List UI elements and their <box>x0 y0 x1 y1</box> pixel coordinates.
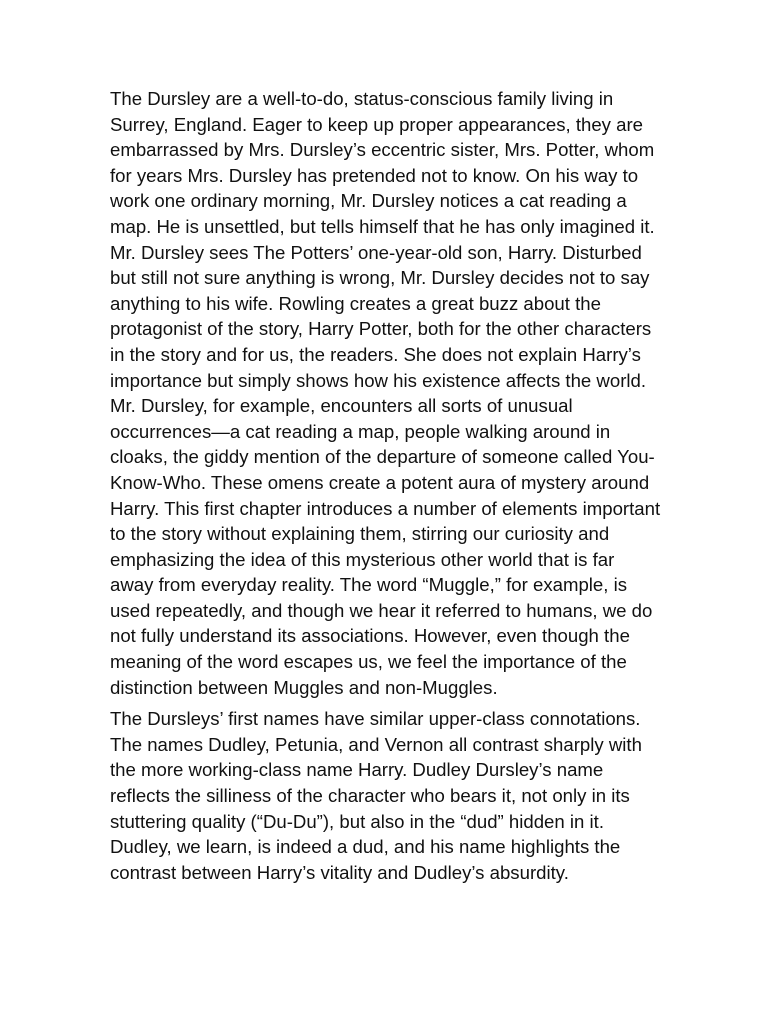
paragraph-2: The Dursleys’ first names have similar upper-class connotations. The names Dudley, Petunia, and Vernon all contrast sharply with the more working-class name Harry. Dudley Dursley’s name reflects the silliness of the character who bears it, not only in its stuttering quality (“Du-Du”), but also in the “dud” hidden in it. Dudley, we learn, is indeed a dud, and his name highlights the contrast between Harry’s vitality and Dudley’s absurdity. <box>110 708 642 883</box>
document-page <box>110 86 662 891</box>
paragraph-1: The Dursley are a well-to-do, status-conscious family living in Surrey, England. Eager to keep up proper appearances, they are embarrassed by Mrs. Dursley’s eccentric sister, Mrs. Potter, whom for years Mrs. Dursley has pretended not to know. On his way to work one ordinary morning, Mr. Dursley notices a cat reading a map. He is unsettled, but tells himself that he has only imagined it. Mr. Dursley sees The Potters’ one-year-old son, Harry. Disturbed but still not sure anything is wrong, Mr. Dursley decides not to say anything to his wife. Rowling creates a great buzz about the protagonist of the story, Harry Potter, both for the other characters in the story and for us, the readers. She does not explain Harry’s importance but simply shows how his existence affects the world. Mr. Dursley, for example, encounters all sorts of unusual occurrences—a cat reading a map, people walking around in cloaks, the giddy mention of the departure of someone called You-Know-Who. These omens create a potent aura of mystery around Harry. This first chapter introduces a number of elements important to the story without explaining them, stirring our curiosity and emphasizing the idea of this mysterious other world that is far away from everyday reality. The word “Muggle,” for example, is used repeatedly, and though we hear it referred to humans, we do not fully understand its associations. However, even though the meaning of the word escapes us, we feel the importance of the distinction between Muggles and non-Muggles. <box>110 88 661 698</box>
